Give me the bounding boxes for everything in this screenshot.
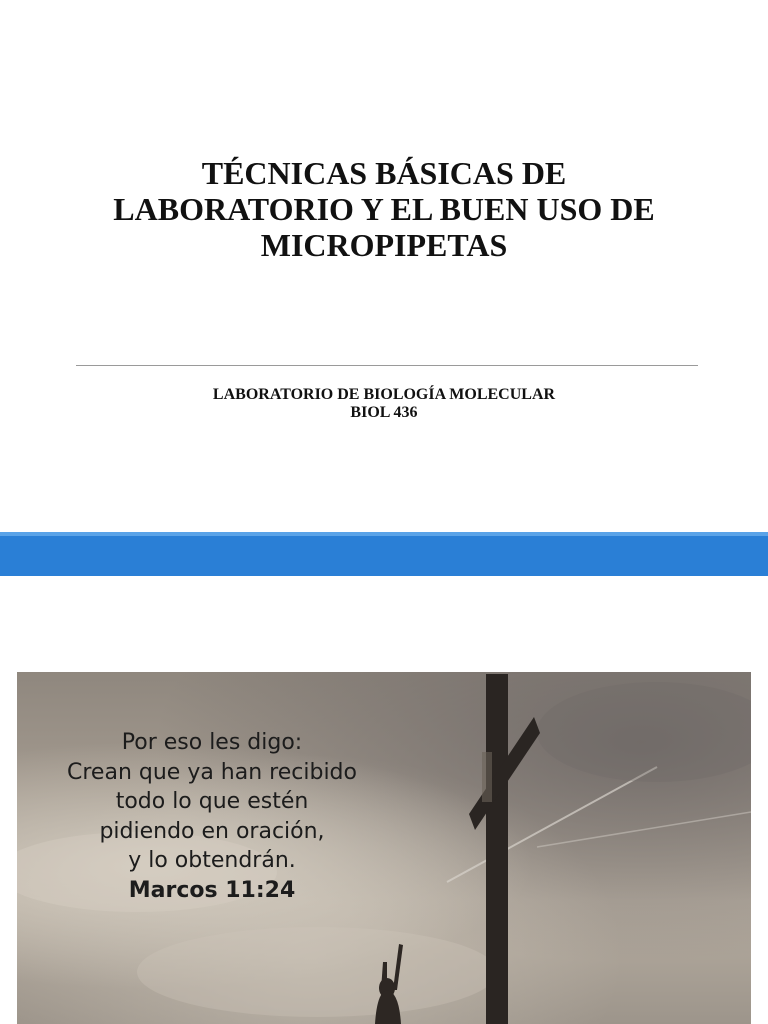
quote-line: Por eso les digo: (121, 730, 303, 755)
quote-slide (0, 576, 768, 1024)
title-divider (76, 365, 698, 366)
quote-line: todo lo que estén (115, 789, 309, 814)
quote-line: pidiendo en oración, (99, 818, 325, 844)
slide-subtitle (40, 386, 728, 422)
bible-quote (47, 728, 377, 905)
title-line: MICROPIPETAS (260, 227, 508, 263)
contrail-streak (537, 812, 751, 847)
cross-sky-photo (17, 672, 751, 1024)
cloud (537, 682, 751, 782)
subtitle-line: BIOL 436 (350, 404, 418, 421)
title-line: TÉCNICAS BÁSICAS DE (201, 155, 567, 191)
subtitle-line: LABORATORIO DE BIOLOGÍA MOLECULAR (212, 386, 556, 403)
quote-line: Crean que ya han recibido (67, 759, 357, 785)
slide-separator-bar (0, 532, 768, 576)
cloud (137, 927, 497, 1017)
title-line: LABORATORIO Y EL BUEN USO DE (113, 191, 655, 227)
quote-line: y lo obtendrán. (128, 848, 296, 873)
slide-title (40, 155, 728, 263)
quote-reference: Marcos 11:24 (128, 877, 296, 903)
